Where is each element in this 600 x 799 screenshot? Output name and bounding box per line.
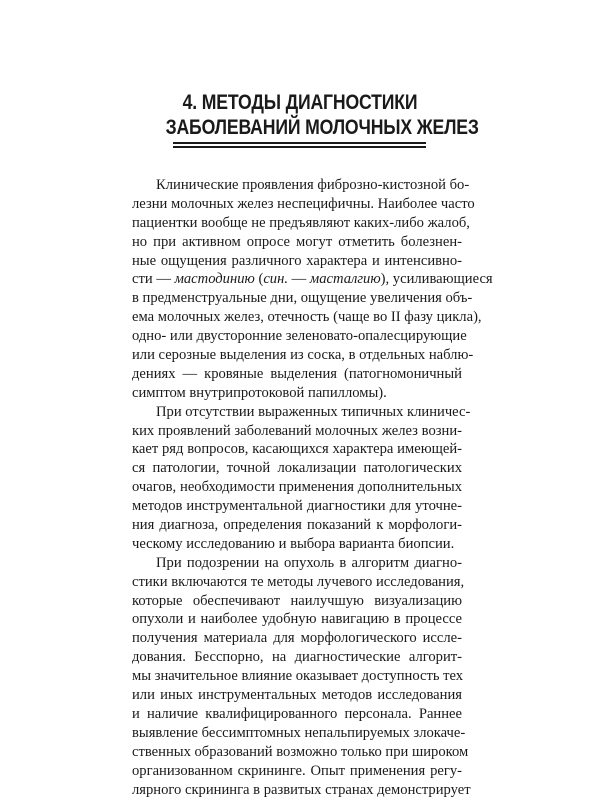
text-line: стики включаются те методы лучевого исследования, [132, 573, 462, 592]
text-line: дования. Бесспорно, на диагностические алгорит- [132, 648, 462, 667]
text-line-mixed [132, 270, 462, 289]
text-line: организованном скрининге. Опыт применения регу- [132, 762, 462, 781]
text-line: кает ряд вопросов, касающихся характера имеющей- [132, 440, 462, 459]
heading-underline-bottom [173, 146, 426, 148]
chapter-heading [166, 90, 435, 140]
text-line: мы значительное влияние оказывает доступность тех [132, 667, 462, 686]
synonym-abbreviation: син. [263, 271, 288, 287]
text-line: лярного скрининга в развитых странах демонстрирует [132, 781, 462, 799]
chapter-heading-line-1: 4. МЕТОДЫ ДИАГНОСТИКИ [166, 90, 435, 115]
text-line: методов инструментальной диагностики для уточне- [132, 497, 462, 516]
text-line: опухоли и наиболее удобную навигацию в процессе [132, 610, 462, 629]
body-text [132, 176, 462, 799]
paragraph-2 [132, 403, 462, 554]
text-line: которые обеспечивают наилучшую визуализацию [132, 592, 462, 611]
text-line: выявление бессимптомных непальпируемых злокаче- [132, 724, 462, 743]
text-fragment: — [288, 271, 310, 287]
text-line: ких проявлений заболеваний молочных желез возни- [132, 422, 462, 441]
text-line: ема молочных желез, отечность (чаще во II фазу цикла), [132, 308, 462, 327]
term-mastodynia: мастодинию [175, 271, 255, 287]
text-line: ческому исследованию и выбора варианта биопсии. [132, 535, 462, 554]
text-line: симптом внутрипротоковой папилломы). [132, 384, 462, 403]
text-fragment: ), усиливающиеся [381, 271, 493, 287]
text-line: очагов, необходимости применения дополнительных [132, 478, 462, 497]
text-line: но при активном опросе могут отметить болезнен- [132, 233, 462, 252]
text-line: Клинические проявления фиброзно-кистозной бо- [132, 176, 462, 195]
text-line: дениях — кровяные выделения (патогномоничный [132, 365, 462, 384]
paragraph-3 [132, 554, 462, 799]
heading-underline-top [173, 142, 426, 144]
text-line: и наличие квалифицированного персонала. Раннее [132, 705, 462, 724]
text-line: При подозрении на опухоль в алгоритм диагно- [132, 554, 462, 573]
text-line: лезни молочных желез неспецифичны. Наиболее часто [132, 195, 462, 214]
text-line: При отсутствии выраженных типичных клиничес- [132, 403, 462, 422]
text-line: в предменструальные дни, ощущение увеличения объ- [132, 289, 462, 308]
term-mastalgia: масталгию [310, 271, 381, 287]
text-line: ния диагноза, определения показаний к морфологи- [132, 516, 462, 535]
text-fragment: ( [255, 271, 264, 287]
text-fragment: сти — [132, 271, 175, 287]
text-line: или иных инструментальных методов исследования [132, 686, 462, 705]
chapter-heading-line-2: ЗАБОЛЕВАНИЙ МОЛОЧНЫХ ЖЕЛЕЗ [166, 115, 435, 140]
text-line: или серозные выделения из соска, в отдельных наблю- [132, 346, 462, 365]
text-line: одно- или двусторонние зеленовато-опалесцирующие [132, 327, 462, 346]
text-line: ся патологии, точной локализации патологических [132, 459, 462, 478]
text-line: получения материала для морфологического иссле- [132, 629, 462, 648]
paragraph-1 [132, 176, 462, 403]
text-line: ственных образований возможно только при широком [132, 743, 462, 762]
text-line: ные ощущения различного характера и интенсивно- [132, 252, 462, 271]
text-line: пациентки вообще не предъявляют каких-либо жалоб, [132, 214, 462, 233]
